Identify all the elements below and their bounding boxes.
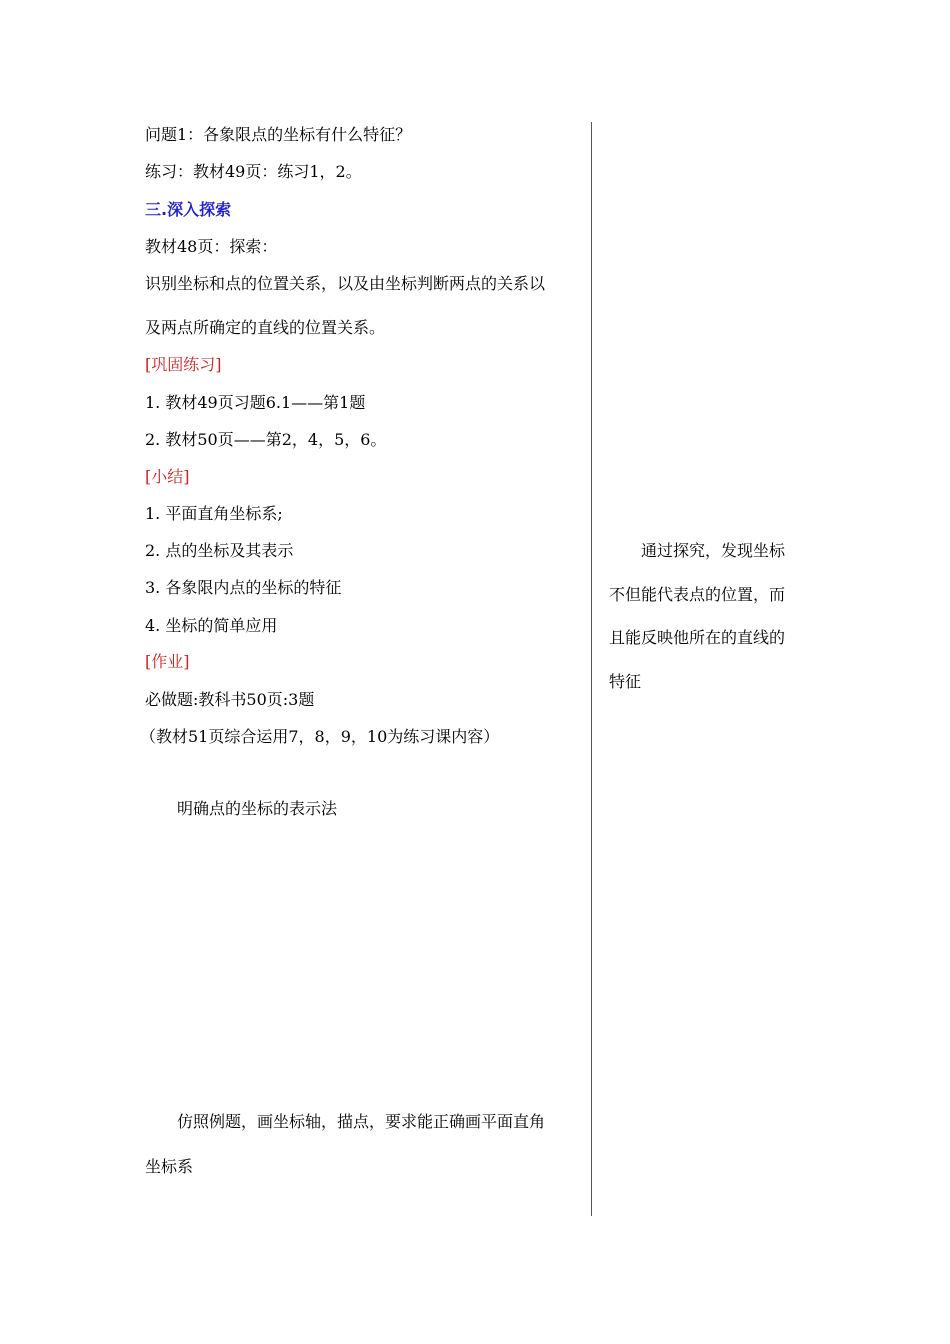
column-divider	[591, 122, 592, 1216]
summary-heading: [小结]	[145, 467, 190, 486]
practice-line: 练习：教材49页：练习1，2。	[145, 162, 362, 181]
homework-note: （教材51页综合运用7，8，9，10为练习课内容）	[140, 727, 500, 746]
summary-item-3: 3. 各象限内点的坐标的特征	[145, 578, 342, 597]
homework-heading: [作业]	[145, 652, 190, 671]
required-homework: 必做题:教科书50页:3题	[145, 690, 315, 709]
clarify-line: 明确点的坐标的表示法	[177, 799, 338, 818]
imitate-line-2: 坐标系	[145, 1157, 194, 1176]
identify-text-line-1: 识别坐标和点的位置关系，以及由坐标判断两点的关系以	[145, 274, 546, 293]
right-note-line-2: 不但能代表点的位置，而	[609, 585, 786, 604]
question-1: 问题1：各象限点的坐标有什么特征？	[145, 125, 412, 144]
imitate-line-1: 仿照例题，画坐标轴，描点，要求能正确画平面直角	[177, 1112, 546, 1131]
identify-text-line-2: 及两点所确定的直线的位置关系。	[145, 318, 386, 337]
summary-item-4: 4. 坐标的简单应用	[145, 616, 278, 635]
section-heading-explore: 三.深入探索	[145, 200, 232, 219]
summary-item-1: 1. 平面直角坐标系;	[145, 504, 283, 523]
summary-item-2: 2. 点的坐标及其表示	[145, 541, 294, 560]
right-note-line-1: 通过探究，发现坐标	[641, 541, 786, 560]
exercise-1: 1. 教材49页习题6.1——第1题	[145, 393, 366, 412]
textbook-explore-line: 教材48页：探索：	[145, 237, 278, 256]
exercise-2: 2. 教材50页——第2，4，5，6。	[145, 430, 387, 449]
right-note-line-3: 且能反映他所在的直线的	[609, 628, 786, 647]
right-note-line-4: 特征	[609, 672, 642, 691]
consolidate-heading: [巩固练习]	[145, 355, 222, 374]
